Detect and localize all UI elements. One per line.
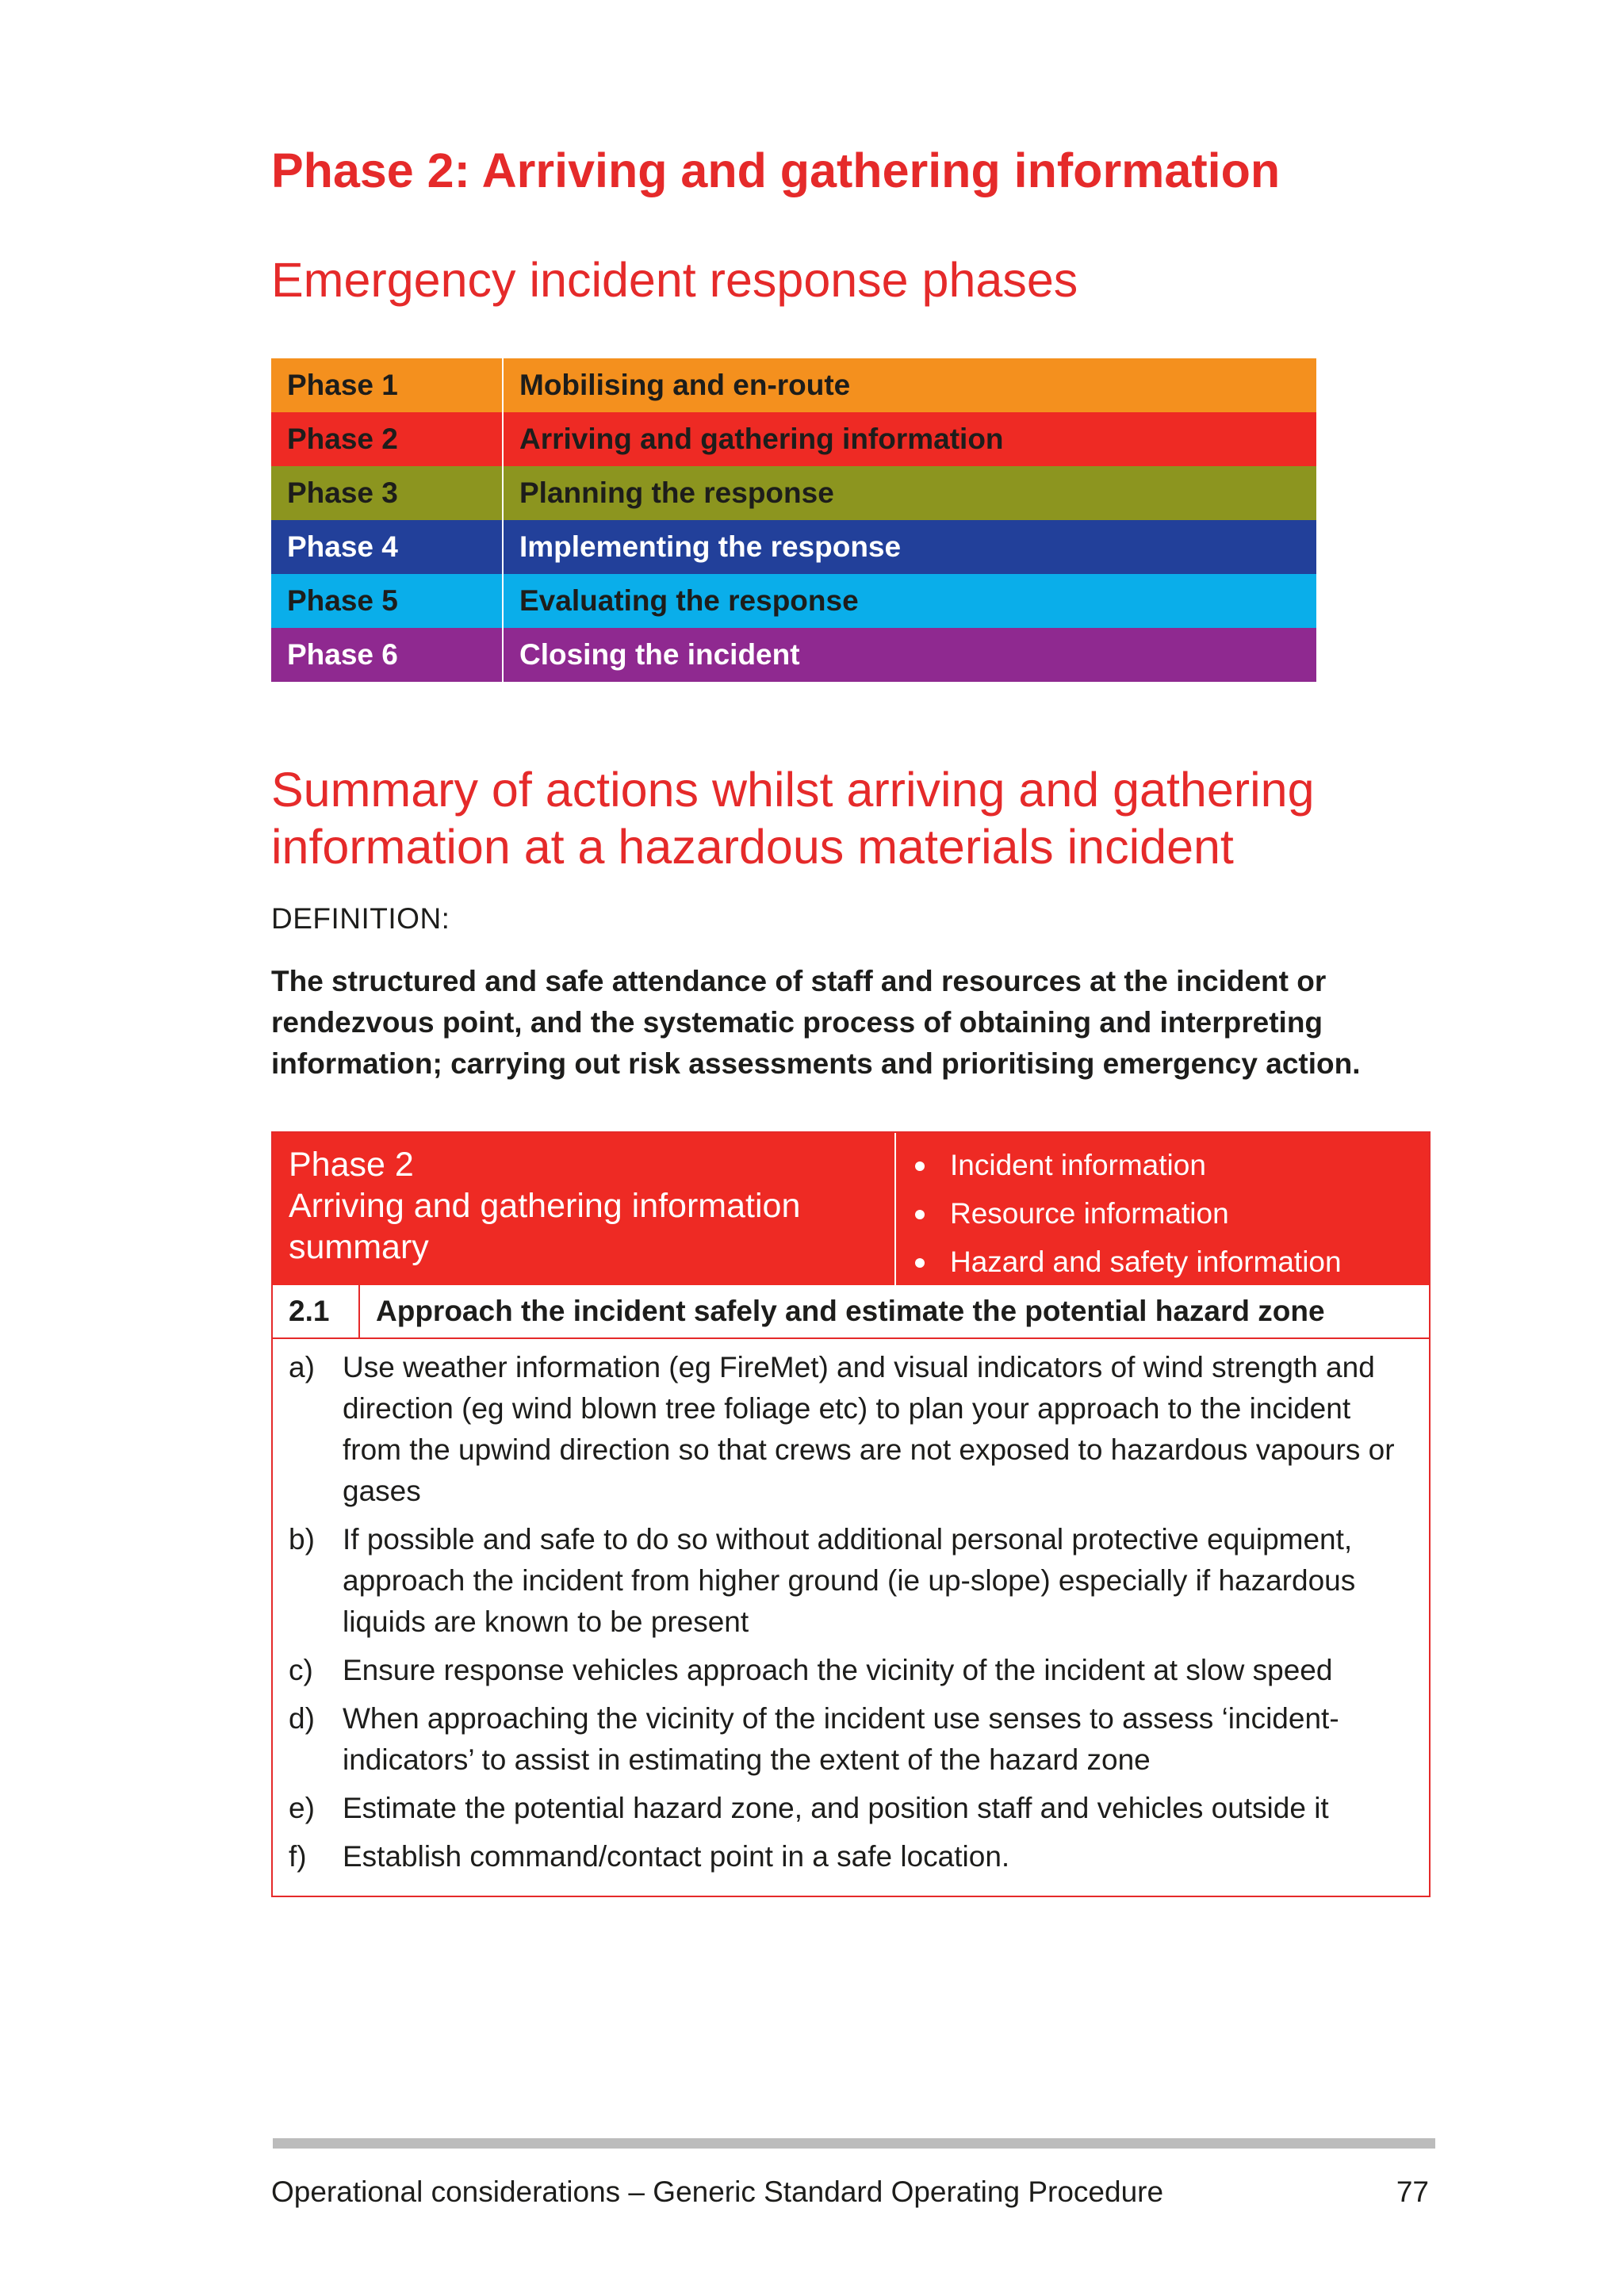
action-text: Use weather information (eg FireMet) and visual indicators of wind strength and direction (eg wind blown tree foliage etc) to plan your approach to the incident from the upwind direction so that crews are not exposed to hazardous vapours or gases (343, 1351, 1395, 1507)
action-label: a) (289, 1351, 315, 1383)
section-number: 2.1 (273, 1285, 360, 1337)
phase-name: Closing the incident (519, 638, 800, 671)
action-item (273, 1347, 1429, 1512)
phase-name: Evaluating the response (519, 584, 859, 617)
action-label: b) (289, 1523, 315, 1556)
phase-number: Phase 2 (271, 412, 504, 466)
action-item (273, 1519, 1429, 1643)
summary-bullets (896, 1133, 1429, 1285)
action-text: Establish command/contact point in a safe location. (343, 1840, 1010, 1873)
phase-number: Phase 5 (271, 574, 504, 628)
phase-name: Planning the response (519, 476, 834, 509)
action-text: If possible and safe to do so without additional personal protective equipment, approach the incident from higher ground (ie up-slope) especially if hazardous liquids are known to be present (343, 1523, 1356, 1638)
footer-divider (273, 2138, 1435, 2149)
phase-row (271, 466, 1316, 520)
phase-name: Implementing the response (519, 530, 902, 563)
phases-table (271, 358, 1316, 682)
phase-row (271, 358, 1316, 412)
action-list (273, 1339, 1429, 1896)
section-row (273, 1285, 1429, 1339)
action-label: e) (289, 1792, 315, 1824)
phase-number: Phase 4 (271, 520, 504, 574)
phase-number: Phase 6 (271, 628, 504, 682)
page-number: 77 (1396, 2175, 1429, 2208)
action-item (273, 1788, 1429, 1829)
summary-title-line: summary (289, 1228, 429, 1266)
action-text: Estimate the potential hazard zone, and position staff and vehicles outside it (343, 1792, 1329, 1824)
summary-heading: Summary of actions whilst arriving and gathering information at a hazardous materials incident (271, 763, 1315, 874)
phase-name: Arriving and gathering information (519, 423, 1004, 455)
action-item (273, 1698, 1429, 1781)
page-heading: Phase 2: Arriving and gathering information (271, 144, 1281, 197)
section-title: Approach the incident safely and estimate the potential hazard zone (376, 1295, 1325, 1327)
definition-text: The structured and safe attendance of staff and resources at the incident or rendezvous point, and the systematic process of obtaining and interpreting information; carrying out risk assessments and prioritising emergency action. (271, 965, 1361, 1080)
summary-box (271, 1131, 1431, 1897)
phase-row (271, 520, 1316, 574)
action-item (273, 1836, 1429, 1877)
bullet-item: Resource information (896, 1189, 1429, 1238)
action-label: c) (289, 1654, 313, 1686)
action-item (273, 1650, 1429, 1691)
action-text: Ensure response vehicles approach the vicinity of the incident at slow speed (343, 1654, 1333, 1686)
phase-row (271, 412, 1316, 466)
action-label: f) (289, 1840, 307, 1873)
phase-row (271, 628, 1316, 682)
phase-number: Phase 3 (271, 466, 504, 520)
action-text: When approaching the vicinity of the incident use senses to assess ‘incident-indicators’ to assist in estimating the extent of the hazard zone (343, 1702, 1339, 1776)
summary-title (273, 1133, 896, 1285)
section-heading: Emergency incident response phases (271, 253, 1078, 307)
summary-title-line: Arriving and gathering information (289, 1187, 801, 1225)
definition-label: DEFINITION: (271, 902, 450, 935)
summary-header (273, 1133, 1429, 1285)
bullet-item: Hazard and safety information (896, 1238, 1429, 1286)
summary-title-line: Phase 2 (289, 1146, 414, 1184)
phase-name: Mobilising and en-route (519, 369, 851, 401)
action-label: d) (289, 1702, 315, 1735)
phase-number: Phase 1 (271, 358, 504, 412)
phase-row (271, 574, 1316, 628)
bullet-item: Incident information (896, 1141, 1429, 1189)
footer-title: Operational considerations – Generic Standard Operating Procedure (271, 2175, 1164, 2208)
